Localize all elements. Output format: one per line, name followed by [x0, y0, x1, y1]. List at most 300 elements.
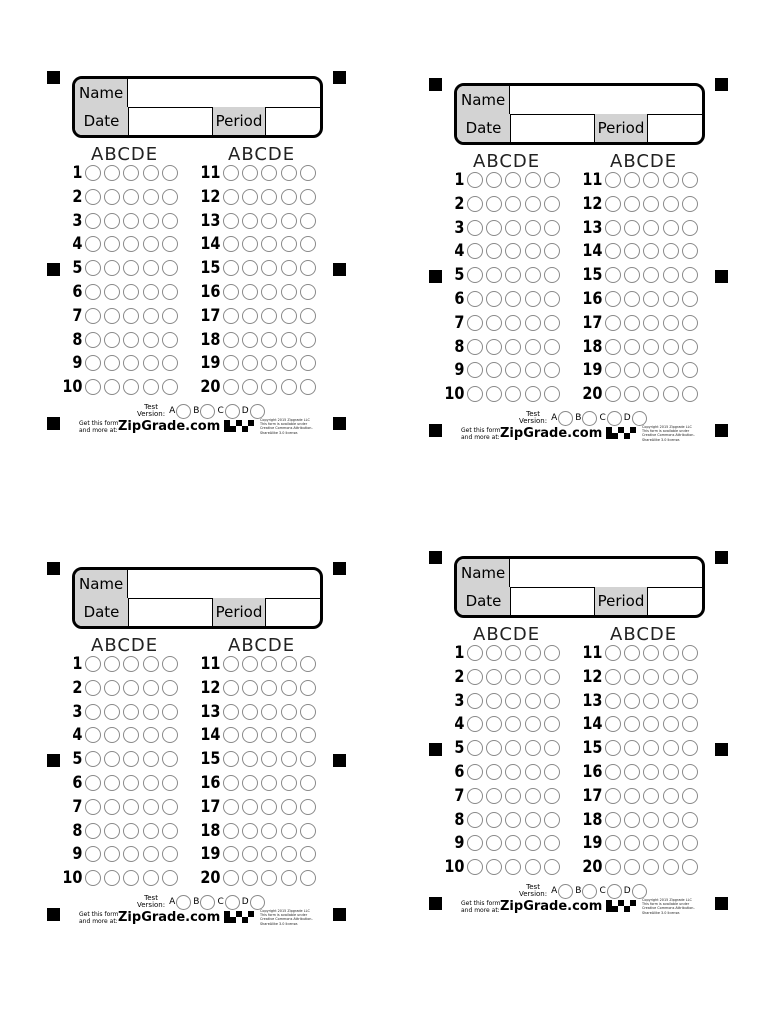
- answer-bubble-e[interactable]: [300, 379, 316, 395]
- answer-bubble-c[interactable]: [643, 716, 659, 732]
- answer-bubble-c[interactable]: [505, 291, 521, 307]
- period-field[interactable]: [646, 114, 702, 142]
- answer-bubble-b[interactable]: [104, 189, 120, 205]
- answer-bubble-e[interactable]: [162, 775, 178, 791]
- answer-bubble-a[interactable]: [467, 386, 483, 402]
- answer-bubble-c[interactable]: [261, 189, 277, 205]
- answer-bubble-c[interactable]: [123, 727, 139, 743]
- answer-bubble-b[interactable]: [104, 656, 120, 672]
- answer-bubble-a[interactable]: [85, 680, 101, 696]
- answer-bubble-c[interactable]: [261, 799, 277, 815]
- answer-bubble-e[interactable]: [682, 693, 698, 709]
- answer-bubble-a[interactable]: [605, 835, 621, 851]
- answer-bubble-d[interactable]: [663, 693, 679, 709]
- answer-bubble-a[interactable]: [605, 645, 621, 661]
- answer-bubble-e[interactable]: [682, 339, 698, 355]
- answer-bubble-a[interactable]: [605, 243, 621, 259]
- answer-bubble-c[interactable]: [123, 704, 139, 720]
- answer-bubble-b[interactable]: [624, 788, 640, 804]
- answer-bubble-d[interactable]: [281, 775, 297, 791]
- answer-bubble-a[interactable]: [223, 260, 239, 276]
- answer-bubble-c[interactable]: [643, 669, 659, 685]
- answer-bubble-e[interactable]: [682, 788, 698, 804]
- answer-bubble-e[interactable]: [162, 284, 178, 300]
- answer-bubble-a[interactable]: [85, 704, 101, 720]
- answer-bubble-e[interactable]: [544, 788, 560, 804]
- answer-bubble-a[interactable]: [85, 355, 101, 371]
- answer-bubble-a[interactable]: [85, 751, 101, 767]
- answer-bubble-e[interactable]: [162, 236, 178, 252]
- answer-bubble-e[interactable]: [682, 386, 698, 402]
- answer-bubble-b[interactable]: [624, 315, 640, 331]
- answer-bubble-a[interactable]: [605, 764, 621, 780]
- answer-bubble-a[interactable]: [467, 243, 483, 259]
- answer-bubble-d[interactable]: [143, 870, 159, 886]
- answer-bubble-d[interactable]: [663, 315, 679, 331]
- answer-bubble-e[interactable]: [544, 740, 560, 756]
- answer-bubble-a[interactable]: [85, 656, 101, 672]
- answer-bubble-e[interactable]: [682, 645, 698, 661]
- answer-bubble-b[interactable]: [486, 645, 502, 661]
- answer-bubble-b[interactable]: [104, 379, 120, 395]
- answer-bubble-b[interactable]: [242, 355, 258, 371]
- answer-bubble-a[interactable]: [223, 704, 239, 720]
- answer-bubble-c[interactable]: [643, 859, 659, 875]
- answer-bubble-a[interactable]: [85, 332, 101, 348]
- answer-bubble-a[interactable]: [85, 284, 101, 300]
- answer-bubble-c[interactable]: [261, 165, 277, 181]
- answer-bubble-e[interactable]: [544, 669, 560, 685]
- answer-bubble-c[interactable]: [261, 656, 277, 672]
- answer-bubble-c[interactable]: [123, 260, 139, 276]
- answer-bubble-d[interactable]: [281, 704, 297, 720]
- answer-bubble-d[interactable]: [143, 308, 159, 324]
- answer-bubble-a[interactable]: [605, 220, 621, 236]
- answer-bubble-e[interactable]: [162, 751, 178, 767]
- answer-bubble-b[interactable]: [242, 260, 258, 276]
- answer-bubble-e[interactable]: [162, 680, 178, 696]
- answer-bubble-e[interactable]: [544, 716, 560, 732]
- date-field[interactable]: [510, 114, 594, 142]
- answer-bubble-e[interactable]: [162, 870, 178, 886]
- answer-bubble-a[interactable]: [467, 835, 483, 851]
- answer-bubble-d[interactable]: [663, 339, 679, 355]
- answer-bubble-b[interactable]: [624, 669, 640, 685]
- answer-bubble-b[interactable]: [624, 267, 640, 283]
- answer-bubble-d[interactable]: [281, 308, 297, 324]
- answer-bubble-e[interactable]: [162, 189, 178, 205]
- answer-bubble-e[interactable]: [162, 260, 178, 276]
- answer-bubble-a[interactable]: [605, 362, 621, 378]
- answer-bubble-d[interactable]: [525, 315, 541, 331]
- answer-bubble-a[interactable]: [85, 823, 101, 839]
- answer-bubble-c[interactable]: [643, 243, 659, 259]
- answer-bubble-a[interactable]: [85, 236, 101, 252]
- answer-bubble-e[interactable]: [300, 870, 316, 886]
- answer-bubble-b[interactable]: [486, 386, 502, 402]
- answer-bubble-a[interactable]: [467, 788, 483, 804]
- answer-bubble-b[interactable]: [242, 236, 258, 252]
- answer-bubble-a[interactable]: [467, 267, 483, 283]
- answer-bubble-c[interactable]: [505, 716, 521, 732]
- answer-bubble-b[interactable]: [486, 196, 502, 212]
- answer-bubble-a[interactable]: [605, 291, 621, 307]
- answer-bubble-a[interactable]: [85, 727, 101, 743]
- answer-bubble-d[interactable]: [663, 812, 679, 828]
- answer-bubble-e[interactable]: [162, 656, 178, 672]
- answer-bubble-c[interactable]: [261, 332, 277, 348]
- answer-bubble-c[interactable]: [643, 196, 659, 212]
- answer-bubble-d[interactable]: [143, 799, 159, 815]
- answer-bubble-d[interactable]: [663, 740, 679, 756]
- answer-bubble-c[interactable]: [505, 339, 521, 355]
- answer-bubble-e[interactable]: [300, 332, 316, 348]
- answer-bubble-d[interactable]: [525, 812, 541, 828]
- answer-bubble-b[interactable]: [624, 693, 640, 709]
- name-field[interactable]: [510, 86, 702, 114]
- answer-bubble-b[interactable]: [486, 172, 502, 188]
- answer-bubble-d[interactable]: [281, 680, 297, 696]
- answer-bubble-d[interactable]: [143, 189, 159, 205]
- answer-bubble-d[interactable]: [281, 165, 297, 181]
- answer-bubble-a[interactable]: [85, 260, 101, 276]
- date-field[interactable]: [510, 587, 594, 615]
- answer-bubble-d[interactable]: [663, 764, 679, 780]
- answer-bubble-b[interactable]: [486, 788, 502, 804]
- answer-bubble-e[interactable]: [162, 355, 178, 371]
- answer-bubble-b[interactable]: [624, 812, 640, 828]
- answer-bubble-d[interactable]: [143, 165, 159, 181]
- answer-bubble-b[interactable]: [486, 362, 502, 378]
- answer-bubble-e[interactable]: [682, 835, 698, 851]
- answer-bubble-a[interactable]: [605, 669, 621, 685]
- answer-bubble-b[interactable]: [104, 799, 120, 815]
- answer-bubble-c[interactable]: [643, 172, 659, 188]
- answer-bubble-b[interactable]: [242, 656, 258, 672]
- answer-bubble-d[interactable]: [281, 332, 297, 348]
- answer-bubble-b[interactable]: [624, 362, 640, 378]
- answer-bubble-e[interactable]: [682, 315, 698, 331]
- answer-bubble-e[interactable]: [300, 751, 316, 767]
- answer-bubble-e[interactable]: [162, 823, 178, 839]
- answer-bubble-b[interactable]: [486, 693, 502, 709]
- answer-bubble-c[interactable]: [123, 870, 139, 886]
- answer-bubble-c[interactable]: [123, 656, 139, 672]
- answer-bubble-b[interactable]: [242, 704, 258, 720]
- answer-bubble-e[interactable]: [544, 196, 560, 212]
- name-field[interactable]: [510, 559, 702, 587]
- answer-bubble-d[interactable]: [143, 355, 159, 371]
- answer-bubble-b[interactable]: [104, 823, 120, 839]
- answer-bubble-e[interactable]: [162, 213, 178, 229]
- answer-bubble-a[interactable]: [85, 308, 101, 324]
- answer-bubble-b[interactable]: [242, 379, 258, 395]
- answer-bubble-a[interactable]: [605, 315, 621, 331]
- answer-bubble-b[interactable]: [242, 775, 258, 791]
- answer-bubble-c[interactable]: [505, 669, 521, 685]
- answer-bubble-c[interactable]: [261, 284, 277, 300]
- answer-bubble-a[interactable]: [467, 220, 483, 236]
- answer-bubble-b[interactable]: [242, 727, 258, 743]
- answer-bubble-b[interactable]: [104, 260, 120, 276]
- answer-bubble-d[interactable]: [525, 740, 541, 756]
- answer-bubble-c[interactable]: [123, 823, 139, 839]
- answer-bubble-e[interactable]: [544, 339, 560, 355]
- answer-bubble-a[interactable]: [85, 165, 101, 181]
- answer-bubble-d[interactable]: [143, 332, 159, 348]
- answer-bubble-d[interactable]: [663, 669, 679, 685]
- answer-bubble-d[interactable]: [663, 243, 679, 259]
- answer-bubble-b[interactable]: [104, 751, 120, 767]
- answer-bubble-c[interactable]: [123, 165, 139, 181]
- answer-bubble-b[interactable]: [104, 775, 120, 791]
- answer-bubble-a[interactable]: [605, 859, 621, 875]
- answer-bubble-e[interactable]: [544, 693, 560, 709]
- answer-bubble-d[interactable]: [143, 284, 159, 300]
- answer-bubble-e[interactable]: [682, 196, 698, 212]
- answer-bubble-e[interactable]: [300, 189, 316, 205]
- answer-bubble-a[interactable]: [605, 386, 621, 402]
- date-field[interactable]: [128, 598, 212, 626]
- answer-bubble-c[interactable]: [123, 213, 139, 229]
- answer-bubble-c[interactable]: [261, 823, 277, 839]
- answer-bubble-d[interactable]: [663, 386, 679, 402]
- answer-bubble-d[interactable]: [525, 645, 541, 661]
- answer-bubble-e[interactable]: [682, 859, 698, 875]
- answer-bubble-e[interactable]: [682, 764, 698, 780]
- answer-bubble-b[interactable]: [104, 213, 120, 229]
- answer-bubble-e[interactable]: [544, 172, 560, 188]
- answer-bubble-d[interactable]: [281, 870, 297, 886]
- answer-bubble-b[interactable]: [624, 220, 640, 236]
- answer-bubble-d[interactable]: [281, 656, 297, 672]
- answer-bubble-c[interactable]: [123, 379, 139, 395]
- answer-bubble-b[interactable]: [242, 823, 258, 839]
- answer-bubble-c[interactable]: [261, 379, 277, 395]
- answer-bubble-b[interactable]: [242, 751, 258, 767]
- answer-bubble-c[interactable]: [505, 764, 521, 780]
- answer-bubble-a[interactable]: [467, 812, 483, 828]
- answer-bubble-c[interactable]: [643, 812, 659, 828]
- answer-bubble-b[interactable]: [104, 332, 120, 348]
- answer-bubble-a[interactable]: [223, 213, 239, 229]
- answer-bubble-c[interactable]: [505, 740, 521, 756]
- answer-bubble-b[interactable]: [624, 386, 640, 402]
- answer-bubble-a[interactable]: [223, 355, 239, 371]
- answer-bubble-a[interactable]: [223, 727, 239, 743]
- answer-bubble-c[interactable]: [505, 267, 521, 283]
- answer-bubble-a[interactable]: [605, 716, 621, 732]
- answer-bubble-e[interactable]: [162, 308, 178, 324]
- answer-bubble-e[interactable]: [300, 775, 316, 791]
- period-field[interactable]: [646, 587, 702, 615]
- answer-bubble-e[interactable]: [300, 823, 316, 839]
- answer-bubble-a[interactable]: [605, 267, 621, 283]
- answer-bubble-e[interactable]: [682, 267, 698, 283]
- answer-bubble-e[interactable]: [544, 315, 560, 331]
- answer-bubble-d[interactable]: [281, 799, 297, 815]
- answer-bubble-a[interactable]: [223, 846, 239, 862]
- answer-bubble-d[interactable]: [281, 823, 297, 839]
- answer-bubble-c[interactable]: [261, 213, 277, 229]
- answer-bubble-a[interactable]: [605, 339, 621, 355]
- answer-bubble-e[interactable]: [300, 656, 316, 672]
- answer-bubble-c[interactable]: [261, 260, 277, 276]
- answer-bubble-b[interactable]: [104, 727, 120, 743]
- answer-bubble-d[interactable]: [525, 291, 541, 307]
- answer-bubble-d[interactable]: [663, 788, 679, 804]
- answer-bubble-e[interactable]: [300, 727, 316, 743]
- answer-bubble-d[interactable]: [525, 196, 541, 212]
- answer-bubble-c[interactable]: [261, 727, 277, 743]
- answer-bubble-a[interactable]: [85, 213, 101, 229]
- answer-bubble-d[interactable]: [143, 704, 159, 720]
- answer-bubble-e[interactable]: [544, 267, 560, 283]
- answer-bubble-d[interactable]: [663, 835, 679, 851]
- answer-bubble-d[interactable]: [525, 243, 541, 259]
- name-field[interactable]: [128, 79, 320, 107]
- period-field[interactable]: [264, 598, 320, 626]
- answer-bubble-a[interactable]: [605, 693, 621, 709]
- answer-bubble-a[interactable]: [467, 669, 483, 685]
- answer-bubble-d[interactable]: [525, 267, 541, 283]
- answer-bubble-a[interactable]: [85, 775, 101, 791]
- answer-bubble-d[interactable]: [663, 220, 679, 236]
- answer-bubble-d[interactable]: [143, 656, 159, 672]
- answer-bubble-b[interactable]: [486, 740, 502, 756]
- answer-bubble-c[interactable]: [505, 362, 521, 378]
- answer-bubble-a[interactable]: [223, 308, 239, 324]
- answer-bubble-b[interactable]: [104, 704, 120, 720]
- answer-bubble-e[interactable]: [300, 846, 316, 862]
- answer-bubble-d[interactable]: [525, 764, 541, 780]
- answer-bubble-e[interactable]: [300, 260, 316, 276]
- answer-bubble-b[interactable]: [624, 740, 640, 756]
- answer-bubble-e[interactable]: [300, 799, 316, 815]
- answer-bubble-e[interactable]: [544, 291, 560, 307]
- answer-bubble-d[interactable]: [143, 680, 159, 696]
- answer-bubble-a[interactable]: [223, 823, 239, 839]
- answer-bubble-c[interactable]: [505, 835, 521, 851]
- answer-bubble-e[interactable]: [682, 812, 698, 828]
- answer-bubble-e[interactable]: [682, 740, 698, 756]
- answer-bubble-c[interactable]: [261, 308, 277, 324]
- answer-bubble-a[interactable]: [467, 645, 483, 661]
- answer-bubble-c[interactable]: [261, 704, 277, 720]
- answer-bubble-c[interactable]: [505, 243, 521, 259]
- answer-bubble-e[interactable]: [682, 362, 698, 378]
- answer-bubble-b[interactable]: [624, 835, 640, 851]
- answer-bubble-c[interactable]: [123, 332, 139, 348]
- answer-bubble-c[interactable]: [505, 693, 521, 709]
- answer-bubble-b[interactable]: [486, 716, 502, 732]
- answer-bubble-a[interactable]: [223, 775, 239, 791]
- answer-bubble-d[interactable]: [525, 172, 541, 188]
- answer-bubble-e[interactable]: [162, 799, 178, 815]
- answer-bubble-b[interactable]: [624, 716, 640, 732]
- answer-bubble-c[interactable]: [123, 799, 139, 815]
- answer-bubble-c[interactable]: [123, 284, 139, 300]
- answer-bubble-a[interactable]: [467, 196, 483, 212]
- answer-bubble-b[interactable]: [624, 291, 640, 307]
- answer-bubble-e[interactable]: [162, 727, 178, 743]
- answer-bubble-d[interactable]: [143, 727, 159, 743]
- answer-bubble-a[interactable]: [85, 379, 101, 395]
- answer-bubble-a[interactable]: [85, 870, 101, 886]
- answer-bubble-c[interactable]: [643, 267, 659, 283]
- answer-bubble-b[interactable]: [624, 172, 640, 188]
- answer-bubble-a[interactable]: [605, 812, 621, 828]
- answer-bubble-e[interactable]: [544, 386, 560, 402]
- answer-bubble-a[interactable]: [467, 172, 483, 188]
- answer-bubble-c[interactable]: [261, 775, 277, 791]
- answer-bubble-b[interactable]: [624, 764, 640, 780]
- answer-bubble-a[interactable]: [467, 291, 483, 307]
- answer-bubble-b[interactable]: [486, 812, 502, 828]
- answer-bubble-a[interactable]: [605, 740, 621, 756]
- answer-bubble-b[interactable]: [486, 339, 502, 355]
- answer-bubble-c[interactable]: [123, 308, 139, 324]
- answer-bubble-e[interactable]: [162, 332, 178, 348]
- answer-bubble-b[interactable]: [104, 870, 120, 886]
- answer-bubble-c[interactable]: [505, 220, 521, 236]
- answer-bubble-c[interactable]: [261, 846, 277, 862]
- answer-bubble-c[interactable]: [123, 846, 139, 862]
- answer-bubble-d[interactable]: [281, 213, 297, 229]
- answer-bubble-b[interactable]: [104, 846, 120, 862]
- answer-bubble-a[interactable]: [605, 172, 621, 188]
- answer-bubble-e[interactable]: [682, 669, 698, 685]
- answer-bubble-d[interactable]: [525, 716, 541, 732]
- answer-bubble-b[interactable]: [486, 764, 502, 780]
- answer-bubble-a[interactable]: [223, 751, 239, 767]
- answer-bubble-a[interactable]: [605, 788, 621, 804]
- answer-bubble-c[interactable]: [643, 645, 659, 661]
- answer-bubble-b[interactable]: [486, 291, 502, 307]
- answer-bubble-e[interactable]: [300, 213, 316, 229]
- answer-bubble-b[interactable]: [104, 165, 120, 181]
- answer-bubble-c[interactable]: [505, 812, 521, 828]
- answer-bubble-c[interactable]: [261, 870, 277, 886]
- answer-bubble-d[interactable]: [525, 669, 541, 685]
- answer-bubble-b[interactable]: [104, 308, 120, 324]
- answer-bubble-a[interactable]: [223, 799, 239, 815]
- answer-bubble-a[interactable]: [467, 339, 483, 355]
- answer-bubble-a[interactable]: [223, 165, 239, 181]
- answer-bubble-e[interactable]: [162, 165, 178, 181]
- answer-bubble-d[interactable]: [143, 775, 159, 791]
- answer-bubble-e[interactable]: [300, 284, 316, 300]
- answer-bubble-b[interactable]: [624, 196, 640, 212]
- answer-bubble-e[interactable]: [544, 243, 560, 259]
- answer-bubble-c[interactable]: [505, 315, 521, 331]
- answer-bubble-e[interactable]: [162, 704, 178, 720]
- answer-bubble-c[interactable]: [261, 680, 277, 696]
- answer-bubble-a[interactable]: [223, 332, 239, 348]
- answer-bubble-c[interactable]: [505, 859, 521, 875]
- answer-bubble-a[interactable]: [467, 362, 483, 378]
- answer-bubble-c[interactable]: [505, 645, 521, 661]
- answer-bubble-b[interactable]: [242, 213, 258, 229]
- answer-bubble-b[interactable]: [104, 680, 120, 696]
- answer-bubble-e[interactable]: [682, 716, 698, 732]
- answer-bubble-d[interactable]: [281, 379, 297, 395]
- answer-bubble-b[interactable]: [242, 332, 258, 348]
- answer-bubble-b[interactable]: [486, 669, 502, 685]
- answer-bubble-e[interactable]: [300, 680, 316, 696]
- answer-bubble-e[interactable]: [300, 165, 316, 181]
- answer-bubble-b[interactable]: [486, 835, 502, 851]
